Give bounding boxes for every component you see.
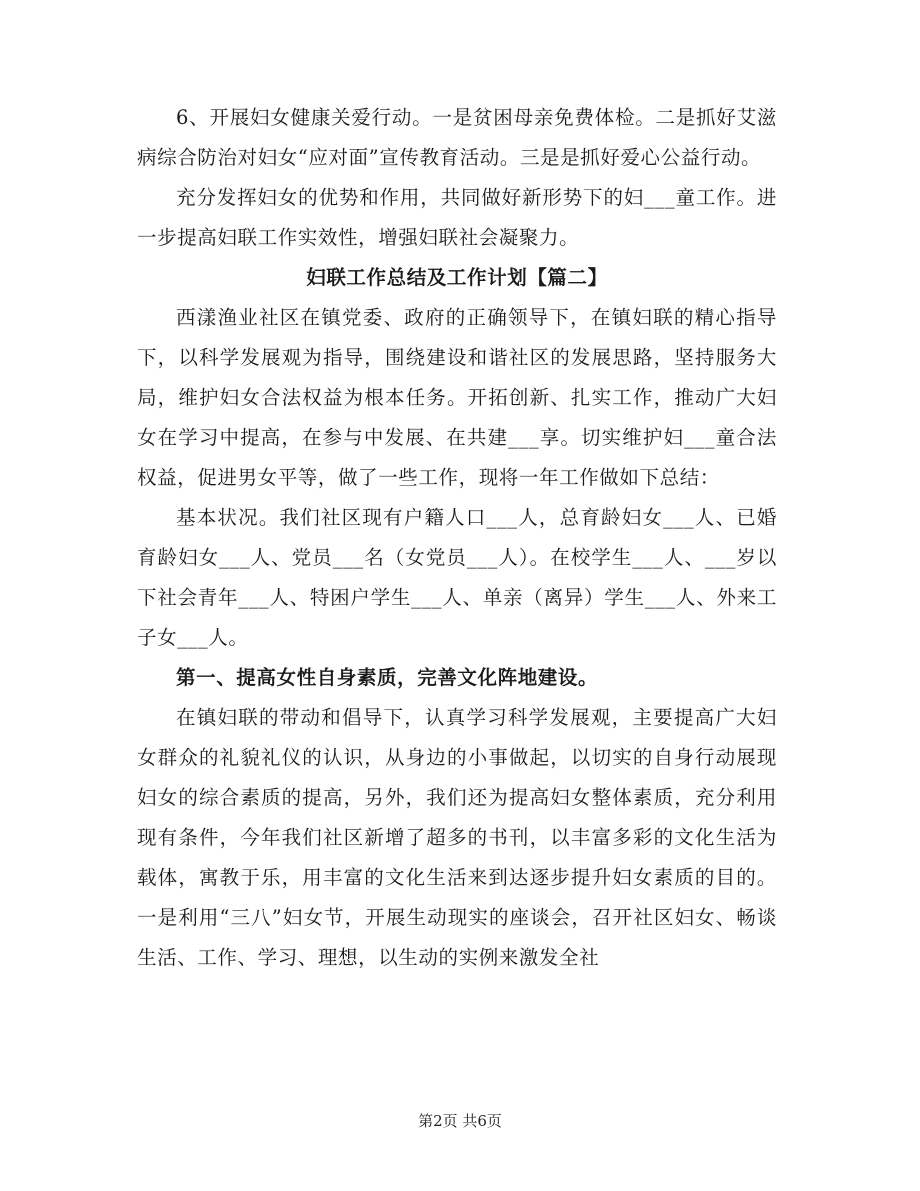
document-page xyxy=(137,98,777,978)
paragraph-health-care-action: 6、开展妇女健康关爱行动。一是贫困母亲免费体检。二是抓好艾滋病综合防治对妇女“应对面”宣传教育活动。三是是抓好爱心公益行动。 xyxy=(137,106,777,169)
paragraph-basic-status: 基本状况。我们社区现有户籍人口___人，总育龄妇女___人、已婚育龄妇女___人、党员___名（女党员___人）。在校学生___人、___岁以下社会青年___人、特困户学生___人、单亲（离异）学生___人、外来工子女___人。 xyxy=(137,506,777,649)
section-title: 妇联工作总结及工作计划【篇二】 xyxy=(306,266,608,289)
subheading-first: 第一、提高女性自身素质，完善文化阵地建设。 xyxy=(176,666,599,689)
page-number-footer: 第2页 共6页 xyxy=(418,1112,502,1130)
paragraph-quality-improvement: 在镇妇联的带动和倡导下，认真学习科学发展观，主要提高广大妇女群众的礼貌礼仪的认识，从身边的小事做起，以切实的自身行动展现妇女的综合素质的提高，另外，我们还为提高妇女整体素质，充分利用现有条件，今年我们社区新增了超多的书刊，以丰富多彩的文化生活为载体，寓教于乐，用丰富的文化生活来到达逐步提升妇女素质的目的。一是利用“三八”妇女节，开展生动现实的座谈会，召开社区妇女、畅谈生活、工作、学习、理想，以生动的实例来激发全社 xyxy=(137,706,777,969)
paragraph-women-role: 充分发挥妇女的优势和作用，共同做好新形势下的妇___童工作。进一步提高妇联工作实效性，增强妇联社会凝聚力。 xyxy=(137,186,777,249)
paragraph-community-intro: 西漾渔业社区在镇党委、政府的正确领导下，在镇妇联的精心指导下，以科学发展观为指导，围绕建设和谐社区的发展思路，坚持服务大局，维护妇女合法权益为根本任务。开拓创新、扎实工作，推动广大妇女在学习中提高，在参与中发展、在共建___享。切实维护妇___童合法权益，促进男女平等，做了一些工作，现将一年工作做如下总结： xyxy=(137,306,777,489)
